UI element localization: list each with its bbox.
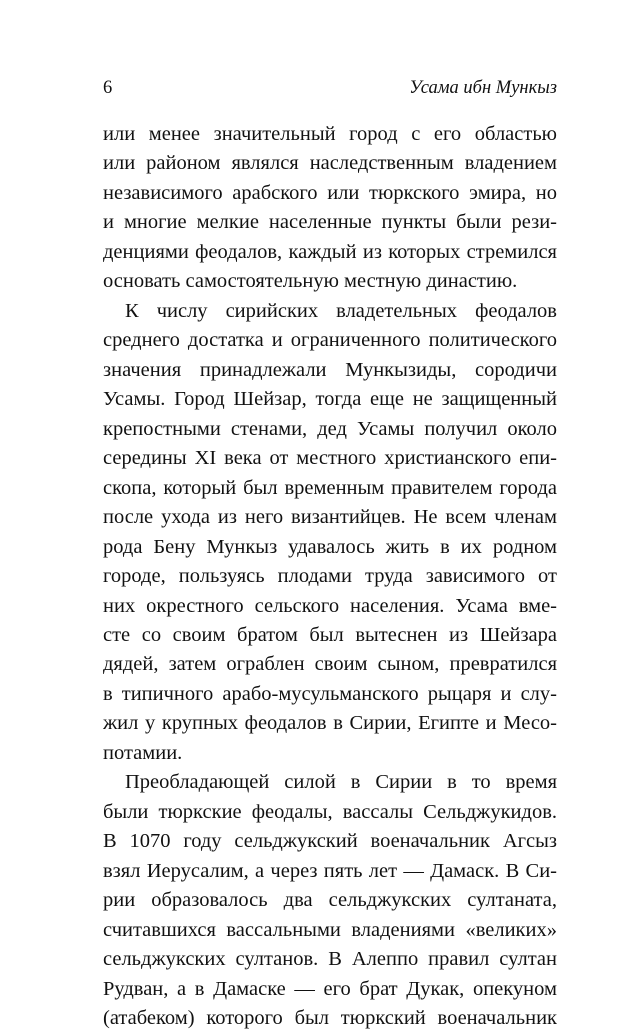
text-line: Рудван, а в Дамаске — его брат Дукак, опекуном	[103, 977, 557, 1000]
text-line: взял Иерусалим, а через пять лет — Дамаск. В Си-	[103, 859, 557, 882]
text-line: или районом являлся наследственным владением	[103, 152, 557, 175]
text-line: (атабеком) которого был тюркский военачальник	[103, 1007, 557, 1030]
text-line: после ухода из него византийцев. Не всем членам	[103, 506, 557, 529]
text-line: были тюркские феодалы, вассалы Сельджукидов.	[103, 800, 557, 823]
text-line: В 1070 году сельджукский военачальник Агсыз	[103, 830, 557, 853]
text-line: или менее значительный город с его областью	[103, 123, 557, 145]
text-line: среднего достатка и ограниченного политического	[103, 329, 557, 352]
text-line: скопа, который был временным правителем города	[103, 476, 557, 499]
text-line: Преобладающей силой в Сирии в то время	[125, 771, 557, 794]
text-line: рии образовалось два сельджукских султаната,	[103, 889, 557, 912]
text-line: рода Бену Мункыз удавалось жить в их родном	[103, 535, 557, 558]
page-number: 6	[103, 78, 113, 98]
text-line: крепостными стенами, дед Усамы получил около	[103, 417, 557, 440]
text-line: середины XI века от местного христианского епи-	[103, 447, 557, 470]
text-line: считавшихся вассальными владениями «великих»	[103, 918, 557, 941]
text-line: в типичного арабо-мусульманского рыцаря и слу-	[103, 682, 557, 705]
text-line: и многие мелкие населенные пункты были рези-	[103, 211, 557, 234]
body-text	[103, 120, 557, 1034]
text-line: дядей, затем ограблен своим сыном, превратился	[103, 653, 557, 676]
text-line: жил у крупных феодалов в Сирии, Египте и Месо-	[103, 712, 557, 735]
text-line: сельджукских султанов. В Алеппо правил султан	[103, 948, 557, 971]
running-head	[103, 76, 557, 100]
text-line: К числу сирийских владетельных феодалов	[125, 299, 557, 322]
text-line: независимого арабского или тюркского эмира, но	[103, 181, 557, 204]
text-line: денциями феодалов, каждый из которых стремился	[103, 240, 557, 263]
running-title: Усама ибн Мункыз	[409, 78, 557, 98]
text-line: основать самостоятельную местную династию.	[103, 270, 518, 293]
text-line: них окрестного сельского населения. Усама вме-	[103, 594, 557, 617]
text-line: городе, пользуясь плодами труда зависимого от	[103, 565, 557, 588]
text-line: потамии.	[103, 741, 183, 764]
text-line: Усамы. Город Шейзар, тогда еще не защищенный	[103, 388, 557, 411]
text-line: значения принадлежали Мункызиды, сородичи	[103, 358, 557, 381]
text-line: сте со своим братом был вытеснен из Шейзара	[103, 623, 557, 646]
